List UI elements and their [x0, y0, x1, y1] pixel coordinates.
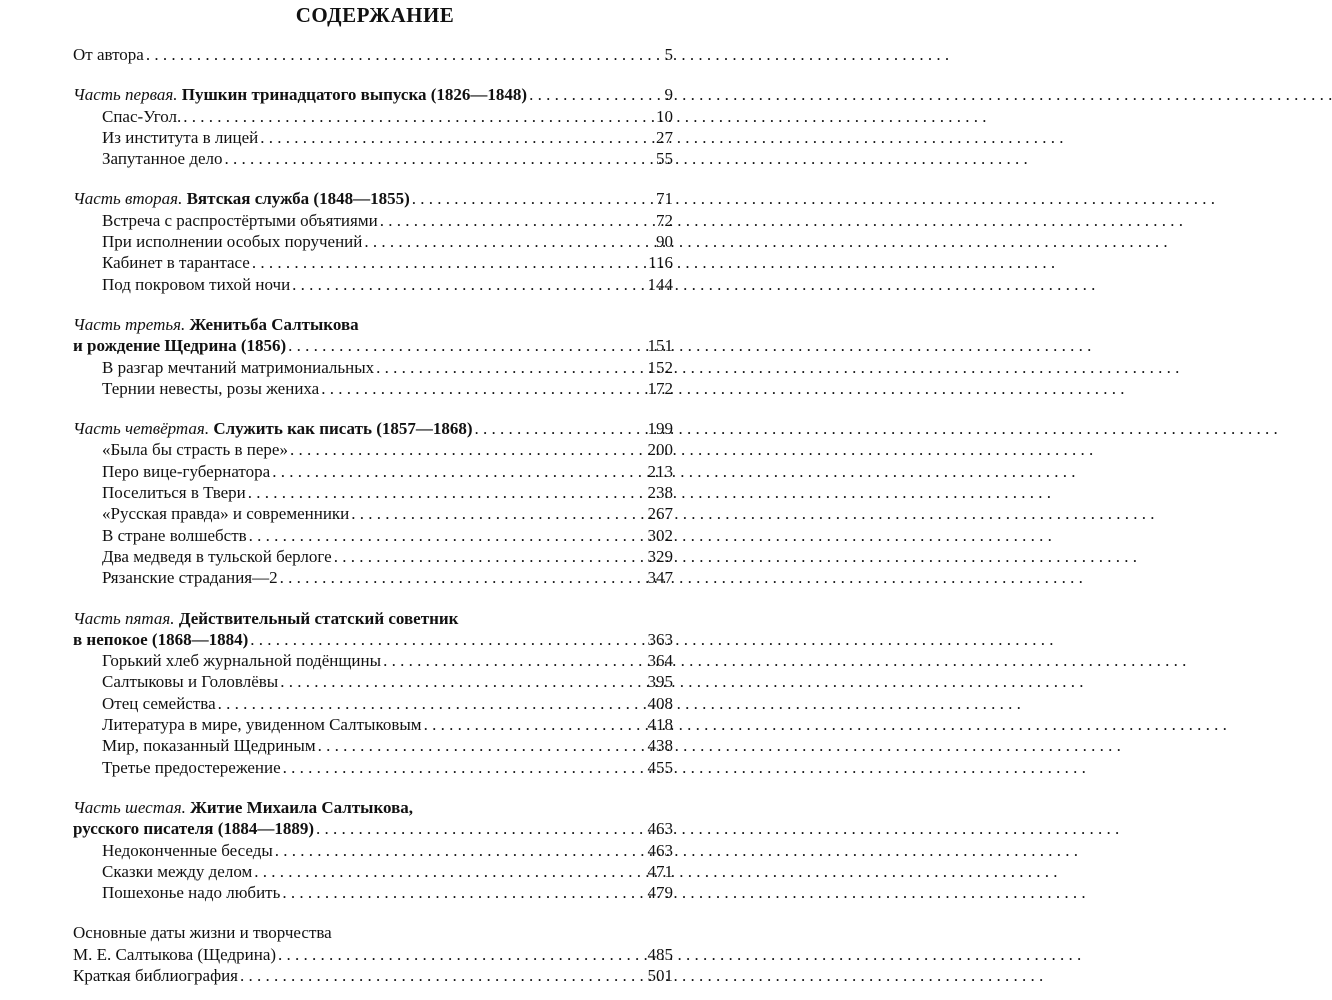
dot-leader: [250, 252, 639, 273]
entry-label: В разгар мечтаний матримониальных: [102, 357, 375, 377]
part-title: и рождение Щедрина (1856): [73, 336, 287, 356]
dot-leader: [422, 714, 639, 735]
chapter-entry[interactable]: [73, 231, 673, 252]
chapter-entry[interactable]: [73, 882, 673, 903]
page-number: 363: [647, 629, 673, 649]
part-prefix: Часть четвёртая.: [73, 419, 210, 439]
part-heading-label: [73, 629, 248, 650]
dot-leader: [410, 188, 639, 209]
entry-label: Под покровом тихой ночи: [102, 274, 291, 294]
page-number: 329: [647, 546, 673, 566]
page-number: 418: [647, 715, 673, 735]
dot-leader: [181, 106, 639, 127]
page-number: 9: [664, 85, 673, 105]
dot-leader: [247, 525, 639, 546]
part-prefix: Часть шестая.: [73, 797, 186, 817]
dot-leader: [381, 650, 639, 671]
chapter-entry[interactable]: [73, 861, 673, 882]
page-number: 347: [647, 568, 673, 588]
page-number: 485: [647, 944, 673, 964]
dot-leader: [270, 461, 639, 482]
chapter-entry[interactable]: [73, 693, 673, 714]
part-heading[interactable]: [73, 314, 673, 335]
dot-leader: [290, 274, 639, 295]
part-section: [73, 169, 673, 294]
page-number: 364: [647, 651, 673, 671]
dot-leader: [238, 965, 639, 986]
part-title: русского писателя (1884—1889): [73, 819, 315, 839]
part-heading-label: [73, 609, 458, 628]
dot-leader: [319, 378, 639, 399]
chapter-entry[interactable]: [73, 567, 673, 588]
dot-leader: [248, 629, 639, 650]
page-number: 151: [647, 336, 673, 356]
section-gap: [73, 589, 673, 608]
part-prefix: Часть третья.: [73, 314, 186, 334]
part-heading-label: [73, 798, 413, 817]
chapter-entry[interactable]: [73, 482, 673, 503]
page-number: 408: [647, 693, 673, 713]
part-prefix: Часть первая.: [73, 85, 178, 105]
page-number: 395: [647, 672, 673, 692]
page-number: 199: [647, 419, 673, 439]
entry-label: Основные даты жизни и творчества: [73, 923, 332, 943]
page-number: 438: [647, 736, 673, 756]
page-number: 501: [647, 965, 673, 985]
chapter-entry[interactable]: [73, 671, 673, 692]
entry-label: Отец семейства: [102, 693, 216, 713]
dot-leader: [286, 335, 639, 356]
part-heading[interactable]: [73, 335, 673, 356]
chapter-entry[interactable]: [73, 503, 673, 524]
entry-label: М. Е. Салтыкова (Щедрина): [73, 944, 277, 964]
part-prefix: Часть вторая.: [73, 189, 183, 209]
part-heading-label: [73, 335, 286, 356]
page-number: 238: [647, 483, 673, 503]
dot-leader: [216, 693, 639, 714]
entry-label: Поселиться в Твери: [102, 483, 246, 503]
chapter-entry[interactable]: [73, 252, 673, 273]
part-heading[interactable]: [73, 84, 673, 105]
section-gap: [73, 295, 673, 314]
dot-leader: [252, 861, 639, 882]
part-heading-label: [73, 818, 314, 839]
page-number: 55: [656, 149, 673, 169]
part-heading-label: [73, 418, 473, 439]
dot-leader: [332, 546, 639, 567]
page-number: 152: [647, 357, 673, 377]
entry-label: Мир, показанный Щедриным: [102, 736, 316, 756]
dot-leader: [278, 671, 639, 692]
chapter-entry[interactable]: [73, 757, 673, 778]
entry-label: Из института в лицей: [102, 127, 259, 147]
entry-label: При исполнении особых поручений: [102, 232, 363, 252]
entry-label: Запутанное дело: [102, 149, 223, 169]
part-title: Служить как писать (1857—1868): [213, 419, 473, 439]
dot-leader: [246, 482, 639, 503]
section-gap: [73, 169, 673, 188]
chapter-entry[interactable]: [73, 439, 673, 460]
dot-leader: [349, 503, 639, 524]
section-gap: [73, 399, 673, 418]
part-title: Женитьба Салтыкова: [189, 314, 359, 334]
dot-leader: [276, 944, 639, 965]
dot-leader: [374, 357, 639, 378]
part-section: [73, 65, 673, 169]
entry-label: Краткая библиография: [73, 965, 238, 985]
dot-leader: [527, 84, 639, 105]
dot-leader: [258, 127, 639, 148]
dot-leader: [314, 818, 639, 839]
part-heading-label: [73, 188, 410, 209]
entry-label: Встреча с распростёртыми объятиями: [102, 210, 378, 230]
chapter-entry[interactable]: [73, 106, 673, 127]
entry-label: Литература в мире, увиденном Салтыковым: [102, 715, 422, 735]
entry-label: «Русская правда» и современники: [102, 504, 350, 524]
page-number: 200: [647, 440, 673, 460]
part-heading[interactable]: [73, 418, 673, 439]
chapter-entry[interactable]: [73, 210, 673, 231]
table-of-contents: [73, 44, 673, 986]
page-number: 10: [656, 106, 673, 126]
entry-label: Третье предостережение: [102, 757, 281, 777]
entry-label: Пошехонье надо любить: [102, 883, 281, 903]
part-title: Пушкин тринадцатого выпуска (1826—1848): [181, 85, 528, 105]
entry-label: Недоконченные беседы: [102, 840, 273, 860]
page-title: СОДЕРЖАНИЕ: [295, 3, 455, 27]
part-heading-label: [73, 84, 527, 105]
page-number: 116: [648, 253, 673, 273]
part-heading[interactable]: [73, 188, 673, 209]
page-number: 463: [647, 840, 673, 860]
toc-entry-chronology-line1[interactable]: [73, 922, 673, 943]
part-section: [73, 589, 673, 778]
part-heading-label: [73, 315, 359, 334]
part-section: [73, 295, 673, 399]
page-number: 5: [664, 45, 673, 64]
page-number: 90: [656, 232, 673, 252]
part-title: Житие Михаила Салтыкова,: [190, 797, 414, 817]
part-title: в непокое (1868—1884): [73, 629, 249, 649]
page-number: 267: [647, 504, 673, 524]
part-title: Вятская служба (1848—1855): [186, 189, 410, 209]
part-heading[interactable]: [73, 608, 673, 629]
chapter-entry[interactable]: [73, 461, 673, 482]
entry-label: От автора: [73, 45, 144, 64]
dot-leader: [273, 840, 639, 861]
page-number: 172: [647, 378, 673, 398]
part-section: [73, 399, 673, 588]
chapter-entry[interactable]: [73, 274, 673, 295]
page-number: 302: [647, 525, 673, 545]
dot-leader: [378, 210, 639, 231]
dot-leader: [280, 882, 639, 903]
entry-label: В стране волшебств: [102, 525, 247, 545]
dot-leader: [144, 44, 639, 65]
parts-list: [73, 65, 673, 903]
entry-label: Рязанские страдания—2: [102, 568, 278, 588]
chapter-entry[interactable]: [73, 148, 673, 169]
chapter-entry[interactable]: [73, 525, 673, 546]
page-number: 213: [647, 461, 673, 481]
toc-entry-chronology[interactable]: [73, 944, 673, 965]
page-number: 455: [647, 757, 673, 777]
dot-leader: [288, 439, 639, 460]
entry-label: Сказки между делом: [102, 861, 253, 881]
entry-label: Кабинет в тарантасе: [102, 253, 250, 273]
part-heading[interactable]: [73, 797, 673, 818]
part-heading[interactable]: [73, 818, 673, 839]
entry-label: Салтыковы и Головлёвы: [102, 672, 279, 692]
page-number: 479: [647, 883, 673, 903]
entry-label: Перо вице-губернатора: [102, 461, 271, 481]
dot-leader: [278, 567, 639, 588]
chapter-entry[interactable]: [73, 650, 673, 671]
entry-label: «Была бы страсть в пере»: [102, 440, 288, 460]
dot-leader: [473, 418, 639, 439]
page-number: 71: [656, 189, 673, 209]
section-gap: [73, 65, 673, 84]
page-number: 463: [647, 819, 673, 839]
chapter-entry[interactable]: [73, 357, 673, 378]
chapter-entry[interactable]: [73, 378, 673, 399]
page-number: 72: [656, 210, 673, 230]
toc-entry-bibliography[interactable]: [73, 965, 673, 986]
chapter-entry[interactable]: [73, 735, 673, 756]
dot-leader: [223, 148, 640, 169]
entry-label: Спас-Угол.: [102, 106, 182, 126]
dot-leader: [281, 757, 639, 778]
chapter-entry[interactable]: [73, 840, 673, 861]
entry-label: Горький хлеб журнальной подёнщины: [102, 651, 382, 671]
part-heading[interactable]: [73, 629, 673, 650]
part-section: [73, 778, 673, 903]
page-number: 144: [647, 274, 673, 294]
chapter-entry[interactable]: [73, 714, 673, 735]
dot-leader: [362, 231, 639, 252]
part-title: Действительный статский советник: [178, 608, 459, 628]
section-gap: [73, 903, 673, 922]
toc-entry-intro[interactable]: [73, 44, 673, 65]
chapter-entry[interactable]: [73, 546, 673, 567]
chapter-entry[interactable]: [73, 127, 673, 148]
section-gap: [73, 778, 673, 797]
dot-leader: [316, 735, 639, 756]
entry-label: Тернии невесты, розы жениха: [102, 378, 320, 398]
page-number: 471: [647, 861, 673, 881]
page-number: 27: [656, 127, 673, 147]
part-prefix: Часть пятая.: [73, 608, 175, 628]
entry-label: Два медведя в тульской берлоге: [102, 546, 332, 566]
